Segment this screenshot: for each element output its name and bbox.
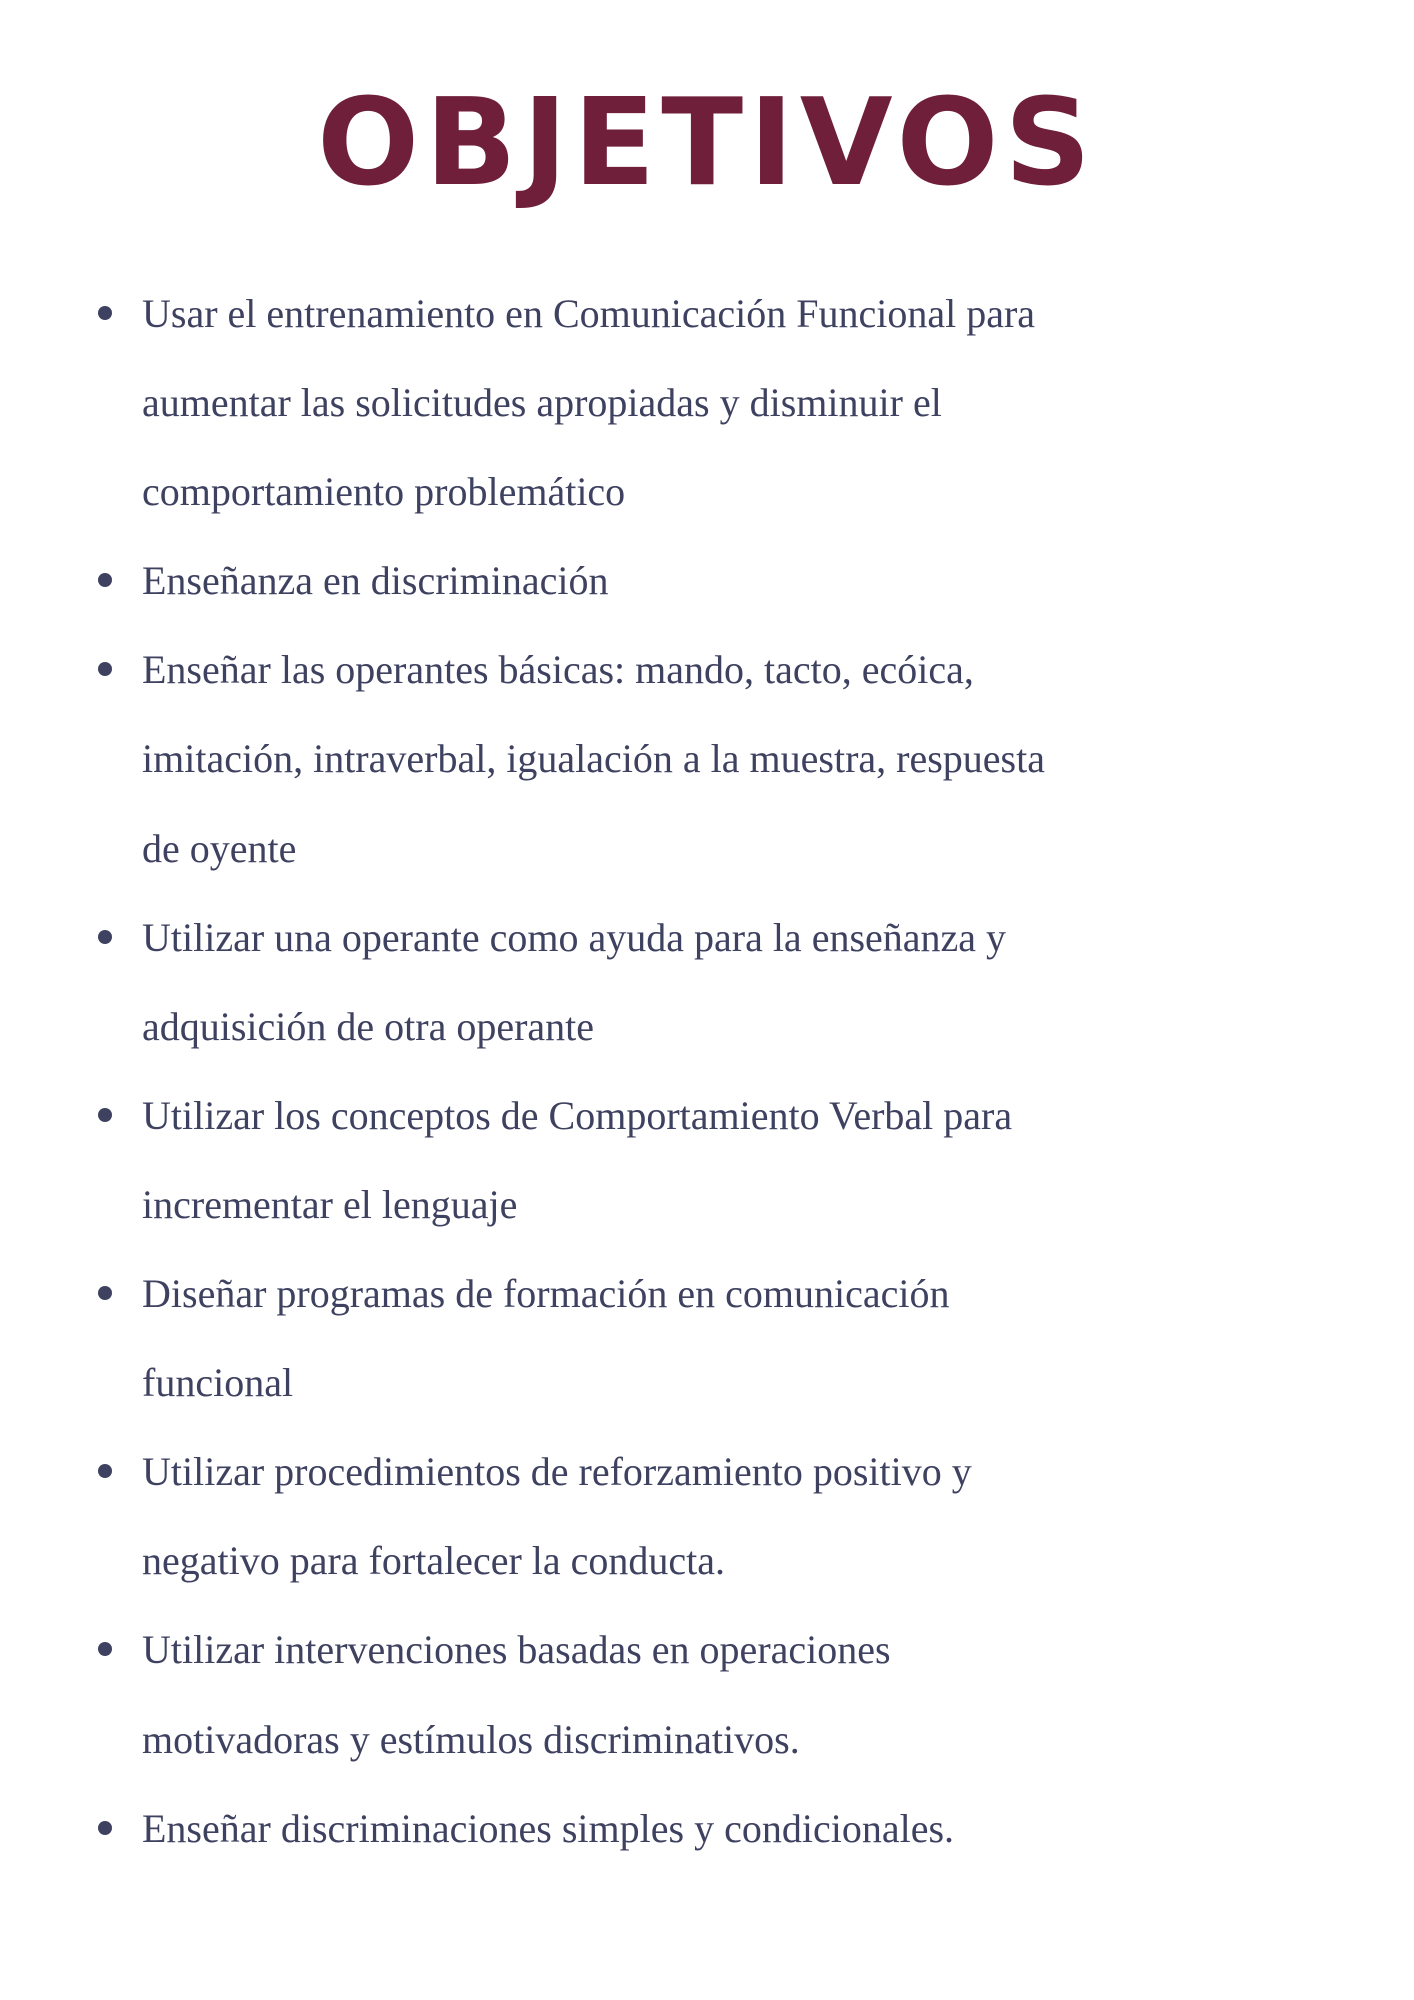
bullet-icon: [98, 1108, 112, 1122]
objective-line: Enseñanza en discriminación: [142, 558, 609, 604]
page-title: OBJETIVOS: [317, 74, 1097, 213]
objective-line: Utilizar los conceptos de Comportamiento Verbal para: [142, 1092, 1013, 1138]
bullet-icon: [98, 1286, 112, 1300]
objective-line: imitación, intraverbal, igualación a la muestra, respuesta: [142, 736, 1045, 782]
bullet-icon: [98, 1642, 112, 1656]
objective-line: funcional: [142, 1360, 294, 1406]
bullet-icon: [98, 1821, 112, 1835]
objective-line: negativo para fortalecer la conducta.: [142, 1538, 726, 1584]
objective-item: [0, 1071, 1414, 1249]
objective-line: incrementar el lenguaje: [142, 1181, 518, 1227]
objective-line: Enseñar discriminaciones simples y condicionales.: [142, 1805, 955, 1851]
objective-item: [0, 1427, 1414, 1605]
objective-line: adquisición de otra operante: [142, 1003, 595, 1049]
objective-line: motivadoras y estímulos discriminativos.: [142, 1716, 800, 1762]
objective-item: [0, 625, 1414, 892]
objective-item: [0, 536, 1414, 625]
objective-item: [0, 1605, 1414, 1783]
bullet-icon: [98, 930, 112, 944]
objective-item: [0, 1784, 1414, 1873]
objective-line: Diseñar programas de formación en comunicación: [142, 1271, 950, 1317]
objective-line: Enseñar las operantes básicas: mando, tacto, ecóica,: [142, 647, 974, 693]
objective-line: Utilizar intervenciones basadas en operaciones: [142, 1627, 891, 1673]
objective-item: [0, 893, 1414, 1071]
objective-line: Utilizar una operante como ayuda para la enseñanza y: [142, 914, 1007, 960]
objective-line: Usar el entrenamiento en Comunicación Funcional para: [142, 291, 1036, 336]
objective-line: Utilizar procedimientos de reforzamiento positivo y: [142, 1449, 972, 1495]
bullet-icon: [98, 573, 112, 587]
objective-item: [0, 269, 1414, 536]
objective-item: [0, 1249, 1414, 1427]
objectives-list: [0, 269, 1414, 1873]
objective-line: comportamiento problemático: [142, 469, 626, 515]
bullet-icon: [98, 306, 112, 320]
objective-line: de oyente: [142, 825, 297, 871]
bullet-icon: [98, 662, 112, 676]
objective-line: aumentar las solicitudes apropiadas y disminuir el: [142, 380, 942, 426]
bullet-icon: [98, 1464, 112, 1478]
